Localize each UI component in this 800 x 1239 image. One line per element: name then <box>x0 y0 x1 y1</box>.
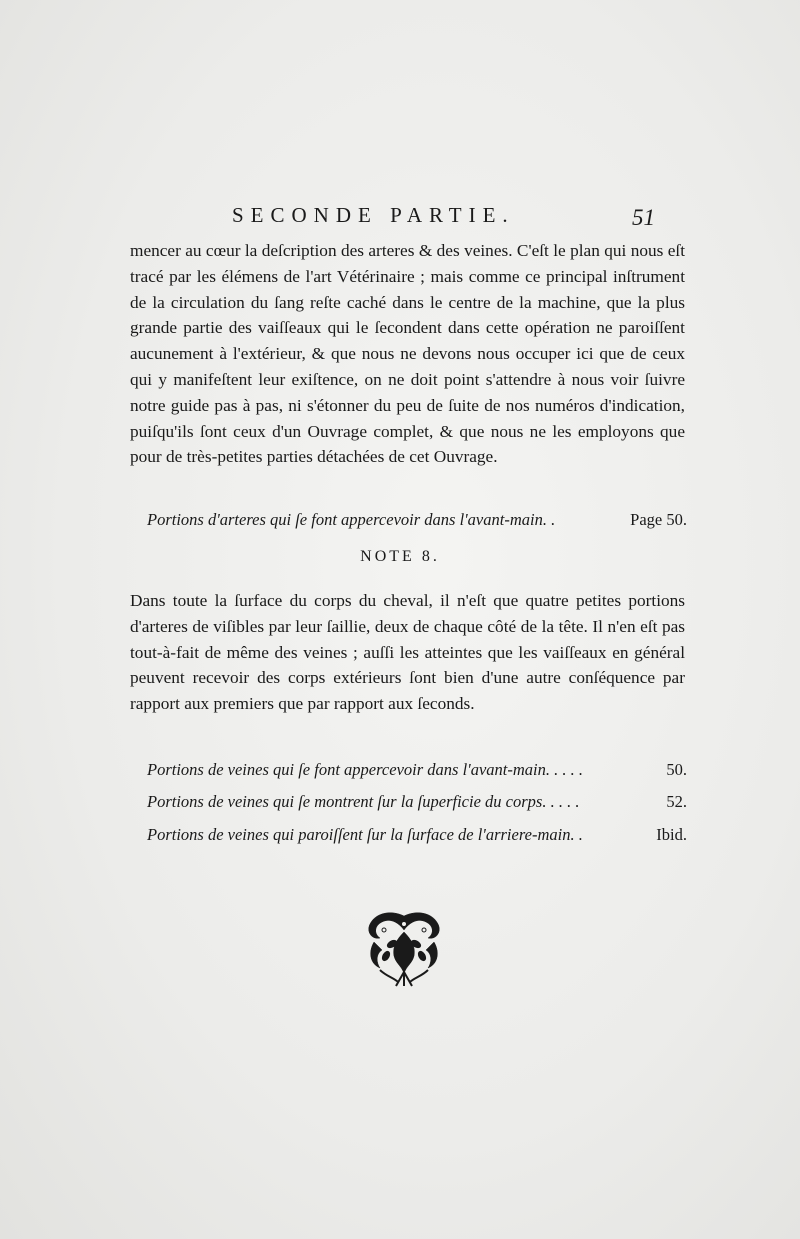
running-title: SECONDE PARTIE. <box>232 203 515 227</box>
index-entry <box>147 510 687 530</box>
body-paragraph: mencer au cœur la deſcription des arteres & des veines. C'eſt le plan qui nous eſt tracé par les élémens de l'art Vétérinaire ; mais comme ce principal inſtrument de la circulation du ſang reſte caché dans le centre de la machine, que la plus grande partie des vaiſſeaux qui le ſecondent dans cette opération ne paroiſſent aucunement à l'extérieur, & que nous ne devons nous occuper ici que de ceux qui y manifeſtent leur exiſtence, on ne doit point s'attendre à nous voir ſuivre notre guide pas à pas, ni s'étonner du peu de ſuite de nos numéros d'indication, puiſqu'ils ſont ceux d'un Ouvrage complet, & que nous ne les employons que pour de très-petites parties détachées de cet Ouvrage. <box>130 241 685 467</box>
running-header <box>0 203 800 233</box>
note-paragraph: Dans toute la ſurface du corps du cheval, il n'eſt que quatre petites portions d'arteres de viſibles par leur ſaillie, deux de chaque côté de la tête. Il n'en eſt pas tout-à-fait de même des veines ; auſſi les atteintes que les vaiſſeaux en général peuvent recevoir des corps extérieurs ſont bien d'une autre conſéquence par rapport aux premiers que par rapport aux ſeconds. <box>130 591 685 714</box>
index-entry-text: Portions de veines qui ſe montrent ſur la ſuperficie du corps. . . . . <box>147 792 580 811</box>
index-entry-text: Portions d'arteres qui ſe font appercevoir dans l'avant-main. . <box>147 510 556 529</box>
index-entry <box>147 825 687 845</box>
index-entry-ref: 50. <box>666 760 687 779</box>
note-heading: NOTE 8. <box>360 548 440 565</box>
page-number: 51 <box>632 205 655 230</box>
floral-ornament-icon <box>362 908 446 988</box>
index-entry-text: Portions de veines qui ſe font appercevoir dans l'avant-main. . . . . <box>147 760 583 779</box>
index-entry-text: Portions de veines qui paroiſſent ſur la ſurface de l'arriere-main. . <box>147 825 583 844</box>
index-entry <box>147 760 687 780</box>
index-entry-ref: Page 50. <box>630 510 687 529</box>
index-entry <box>147 792 687 812</box>
index-entry-ref: Ibid. <box>656 825 687 844</box>
index-entry-ref: 52. <box>666 792 687 811</box>
